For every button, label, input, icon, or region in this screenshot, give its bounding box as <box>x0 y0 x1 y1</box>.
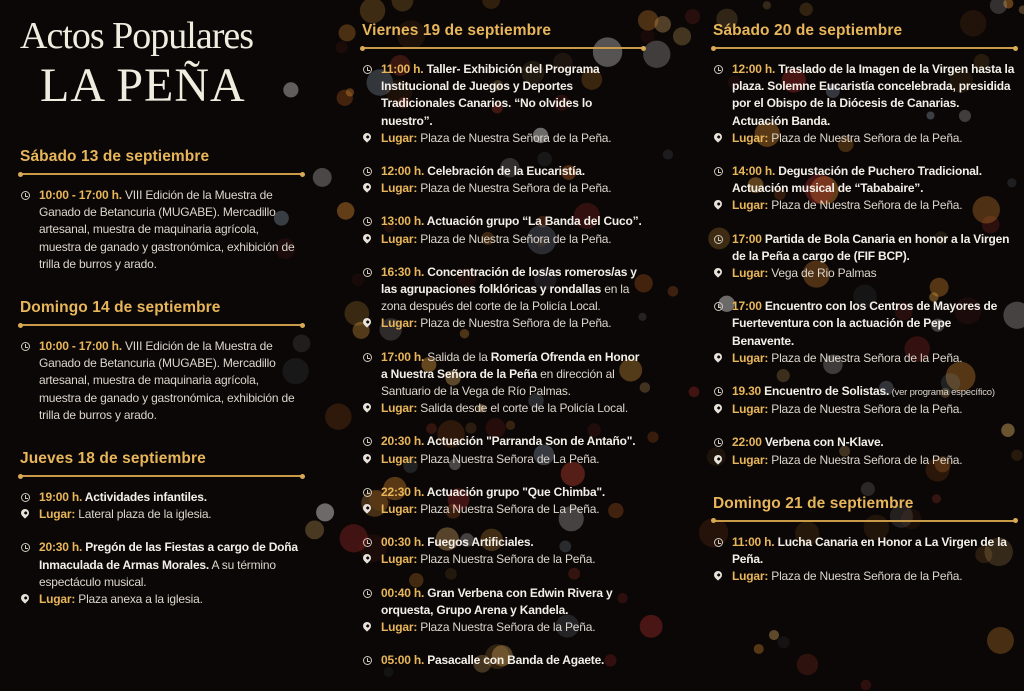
event-location <box>732 265 1016 282</box>
location-value: Plaza anexa a la iglesia. <box>78 592 203 607</box>
event-item <box>362 585 644 637</box>
event-item <box>362 213 644 247</box>
location-label: Lugar: <box>732 569 769 584</box>
event-location <box>381 451 644 468</box>
location-value: Plaza de Nuestra Señora de la Peña. <box>420 130 612 145</box>
location-value: Plaza de Nuestra Señora de la Peña. <box>771 350 963 365</box>
event-location <box>732 130 1016 147</box>
event-location <box>381 400 644 417</box>
event-time: 05:00 h. <box>381 653 425 668</box>
event-location <box>39 506 303 523</box>
location-value: Plaza de Nuestra Señora de la Peña. <box>771 130 963 145</box>
clock-icon <box>363 656 372 665</box>
event-location <box>381 180 644 197</box>
location-label: Lugar: <box>732 266 769 281</box>
event-description: Encuentro de Solistas. <box>761 384 890 399</box>
bokeh-light <box>337 90 353 106</box>
location-value: Salida desde el corte de la Policía Local. <box>420 401 629 416</box>
event-location <box>732 452 1016 469</box>
clock-icon <box>21 493 30 502</box>
event-description: Pregón de las Fiestas a cargo de Doña Inmaculada de Armas Morales. <box>39 540 298 572</box>
event-time: 11:00 h. <box>381 62 424 76</box>
event-location <box>381 551 644 568</box>
event-time: 20:30 h. <box>39 540 83 555</box>
event-description: Actuación grupo "Que Chimba". <box>424 484 606 499</box>
map-pin-icon <box>19 592 30 603</box>
event-description: Pasacalle con Banda de Agaete. <box>424 653 605 668</box>
location-value: Plaza de Nuestra Señora de la Peña. <box>771 569 963 584</box>
event-description: Degustación de Puchero Tradicional. Actuación musical de “Tababaire”. <box>732 164 982 196</box>
day-header: Domingo 14 de septiembre <box>20 299 221 317</box>
map-pin-icon <box>712 351 723 362</box>
bokeh-light <box>337 202 355 220</box>
clock-icon <box>363 268 372 277</box>
location-label: Lugar: <box>732 350 769 365</box>
clock-icon <box>714 302 723 311</box>
event-description: Encuentro con los Centros de Mayores de Fuerteventura con la actuación de Pepe Benavente. <box>732 299 998 348</box>
bokeh-light <box>325 403 351 429</box>
clock-icon <box>363 167 372 176</box>
clock-icon <box>714 235 723 244</box>
clock-icon <box>363 353 372 362</box>
location-value: Vega de Rio Palmas <box>771 266 877 281</box>
event-time: 13:00 h. <box>381 214 425 229</box>
bokeh-light <box>673 27 691 45</box>
bokeh-light <box>987 627 1014 654</box>
bokeh-light <box>482 0 500 9</box>
event-description: (ver programa específico) <box>889 387 995 399</box>
clock-icon <box>714 438 723 447</box>
event-description: Taller- Exhibición del Programa Institucional de Juegos y Deportes Tradicionales Canarios. “No olvides lo nuestro”. <box>381 62 600 128</box>
event-description: Actividades infantiles. <box>82 490 207 505</box>
location-label: Lugar: <box>732 402 769 417</box>
map-pin-icon <box>712 199 723 210</box>
clock-icon <box>714 167 723 176</box>
event-location <box>381 501 644 518</box>
event-time: 12:00 h. <box>732 62 776 76</box>
event-description: en la zona después del corte de la Policía Local. <box>381 282 630 314</box>
event-description: Fuegos Artificiales. <box>424 535 534 550</box>
poster-title: Actos Populares <box>20 15 254 57</box>
event-description: A su término espectáculo musical. <box>39 557 276 589</box>
event-item <box>362 349 644 418</box>
location-value: Plaza Nuestra Señora de La Peña. <box>420 502 600 517</box>
location-label: Lugar: <box>381 451 418 466</box>
day-spacer <box>20 440 303 450</box>
bokeh-light <box>339 24 356 41</box>
clock-icon <box>363 589 372 598</box>
bokeh-light <box>283 82 298 97</box>
event-item <box>713 434 1016 468</box>
day-spacer <box>20 289 303 299</box>
bokeh-light <box>647 432 658 443</box>
bokeh-light <box>336 41 348 53</box>
event-location <box>732 350 1016 367</box>
location-label: Lugar: <box>381 502 418 517</box>
event-time: 16:30 h. <box>381 264 425 279</box>
clock-icon <box>714 65 723 74</box>
bokeh-light <box>689 387 700 398</box>
event-time: 00:40 h. <box>381 585 425 600</box>
event-item <box>362 433 644 467</box>
event-location <box>381 315 644 332</box>
event-time: 12:00 h. <box>381 164 425 179</box>
bokeh-light <box>305 520 324 539</box>
location-value: Plaza de Nuestra Señora de la Peña. <box>420 316 612 331</box>
bokeh-light <box>316 503 334 521</box>
location-value: Plaza de Nuestra Señora de la Peña. <box>420 181 612 196</box>
clock-icon <box>21 543 30 552</box>
bokeh-light <box>392 0 414 11</box>
event-item <box>362 484 644 518</box>
event-time: 19.30 <box>732 384 762 399</box>
map-pin-icon <box>361 131 372 142</box>
clock-icon <box>21 342 30 351</box>
clock-icon <box>363 217 372 226</box>
location-value: Plaza de Nuestra Señora de la Peña. <box>771 198 963 213</box>
map-pin-icon <box>712 570 723 581</box>
event-item <box>20 489 303 523</box>
clock-icon <box>714 387 723 396</box>
location-value: Plaza Nuestra Señora de la Peña. <box>420 620 596 635</box>
bokeh-light <box>778 636 790 648</box>
event-item <box>362 264 644 333</box>
event-time: 19:00 h. <box>39 490 83 505</box>
location-label: Lugar: <box>732 198 769 213</box>
location-value: Lateral plaza de la iglesia. <box>78 507 212 522</box>
clock-icon <box>714 538 723 547</box>
divider <box>20 475 303 477</box>
location-label: Lugar: <box>381 231 418 246</box>
event-description: Verbena con N-Klave. <box>761 435 884 450</box>
event-location <box>381 130 644 147</box>
clock-icon <box>21 191 30 200</box>
event-description: VIII Edición de la Muestra de Ganado de Betancuria (MUGABE). Mercadillo artesanal, muestra de maquinaria agrícola, muestra de ganado y gastronómica, exhibición de trilla de burros y arado. <box>39 339 295 422</box>
location-label: Lugar: <box>381 181 418 196</box>
event-location <box>732 568 1016 585</box>
map-pin-icon <box>712 403 723 414</box>
event-time: 10:00 - 17:00 h. <box>39 339 122 354</box>
divider <box>713 47 1016 49</box>
column-left <box>20 148 303 624</box>
clock-icon <box>363 65 372 74</box>
event-location <box>381 619 644 636</box>
location-value: Plaza de Nuestra Señora de la Peña. <box>771 402 963 417</box>
poster-subtitle: LA PEÑA <box>40 59 246 112</box>
bokeh-light <box>1019 6 1024 15</box>
event-description: Salida de la <box>424 349 491 364</box>
map-pin-icon <box>361 317 372 328</box>
bokeh-light <box>685 9 700 24</box>
map-pin-icon <box>19 508 30 519</box>
map-pin-icon <box>712 453 723 464</box>
divider <box>20 173 303 175</box>
event-description: Lucha Canaria en Honor a La Virgen de la Peña. <box>732 534 1007 567</box>
location-label: Lugar: <box>381 316 418 331</box>
event-description: en dirección al Santuario de la Vega de Río Palmas. <box>381 366 615 399</box>
event-item <box>20 187 303 273</box>
location-label: Lugar: <box>732 452 769 467</box>
event-item <box>713 61 1016 147</box>
event-time: 22:30 h. <box>381 484 425 499</box>
bokeh-light <box>769 630 779 640</box>
event-item <box>362 652 644 669</box>
event-description: Traslado de la Imagen de la Virgen hasta la plaza. Solemne Eucaristía concelebrada, presidida por el Obispo de la Diócesis de Canarias. Actuación Banda. <box>732 62 1015 128</box>
bokeh-light <box>663 149 673 159</box>
bokeh-light <box>799 3 812 16</box>
event-time: 17:00 h. <box>381 349 425 364</box>
event-item <box>362 163 644 197</box>
bokeh-light <box>1003 0 1013 9</box>
bokeh-light <box>360 0 385 23</box>
event-description: Romería Ofrenda en Honor a Nuestra Señora de la Peña <box>381 349 640 381</box>
event-description: Concentración de los/as romeros/as y las agrupaciones folklóricas y rondallas <box>381 264 637 297</box>
clock-icon <box>363 437 372 446</box>
map-pin-icon <box>361 182 372 193</box>
bokeh-light <box>346 88 354 96</box>
event-description: Celebración de la Eucaristía. <box>424 164 585 179</box>
event-item <box>362 61 644 147</box>
bokeh-light <box>797 654 818 675</box>
map-pin-icon <box>361 232 372 243</box>
event-item <box>713 383 1016 418</box>
event-location <box>732 401 1016 418</box>
day-spacer <box>713 485 1016 495</box>
divider <box>713 520 1016 522</box>
location-label: Lugar: <box>381 620 418 635</box>
day-header: Sábado 13 de septiembre <box>20 148 210 165</box>
event-location <box>39 591 303 608</box>
day-header: Sábado 20 de septiembre <box>713 22 903 39</box>
map-pin-icon <box>361 402 372 413</box>
location-value: Plaza Nuestra Señora de La Peña. <box>420 451 600 466</box>
map-pin-icon <box>712 266 723 277</box>
location-label: Lugar: <box>381 552 418 567</box>
event-location <box>381 231 644 248</box>
event-item <box>362 534 644 568</box>
column-right <box>713 22 1016 601</box>
divider <box>362 47 644 49</box>
divider <box>20 324 303 326</box>
bokeh-light <box>861 680 872 691</box>
day-header: Viernes 19 de septiembre <box>362 22 552 39</box>
event-time: 11:00 h. <box>732 534 775 549</box>
event-item <box>20 539 303 608</box>
map-pin-icon <box>361 452 372 463</box>
bokeh-light <box>313 168 332 187</box>
map-pin-icon <box>361 553 372 564</box>
location-value: Plaza de Nuestra Señora de la Peña. <box>420 231 612 246</box>
event-time: 00:30 h. <box>381 535 425 550</box>
event-item <box>20 338 303 424</box>
event-item <box>713 231 1016 283</box>
day-header: Jueves 18 de septiembre <box>20 450 206 468</box>
event-description: Actuación "Parranda Son de Antaño". <box>424 434 636 449</box>
event-description: Partida de Bola Canaria en honor a la Virgen de la Peña a cargo de (FIF BCP). <box>732 231 1010 263</box>
map-pin-icon <box>361 620 372 631</box>
location-label: Lugar: <box>381 130 418 145</box>
event-item <box>713 534 1016 586</box>
event-item <box>713 163 1016 215</box>
bokeh-light <box>643 41 670 68</box>
map-pin-icon <box>712 131 723 142</box>
bokeh-light <box>668 286 679 297</box>
bokeh-light <box>654 16 671 33</box>
bokeh-light <box>754 644 764 654</box>
clock-icon <box>363 488 372 497</box>
event-time: 17:00 <box>732 299 762 314</box>
location-label: Lugar: <box>732 130 769 145</box>
event-description: VIII Edición de la Muestra de Ganado de Betancuria (MUGABE). Mercadillo artesanal, muestra de maquinaria agrícola, muestra de ganado y gastronómica, exhibición de trilla de burros y arado. <box>39 188 295 271</box>
bokeh-light <box>990 0 1007 14</box>
location-label: Lugar: <box>381 401 418 416</box>
event-time: 10:00 - 17:00 h. <box>39 188 122 202</box>
location-label: Lugar: <box>39 507 76 522</box>
day-header: Domingo 21 de septiembre <box>713 494 914 512</box>
event-description: Gran Verbena con Edwin Rivera y orquesta, Grupo Arena y Kandela. <box>381 585 613 617</box>
event-time: 20:30 h. <box>381 434 425 449</box>
clock-icon <box>363 538 372 547</box>
event-time: 17:00 <box>732 231 762 246</box>
map-pin-icon <box>361 502 372 513</box>
location-label: Lugar: <box>39 592 76 607</box>
location-value: Plaza de Nuestra Señora de la Peña. <box>771 452 963 467</box>
column-middle <box>362 22 644 685</box>
event-item <box>713 298 1016 367</box>
event-time: 22:00 <box>732 435 762 450</box>
event-location <box>732 197 1016 214</box>
bokeh-light <box>763 1 771 9</box>
event-time: 14:00 h. <box>732 164 776 179</box>
location-value: Plaza Nuestra Señora de la Peña. <box>420 552 596 567</box>
event-description: Actuación grupo “La Banda del Cuco”. <box>424 214 642 229</box>
